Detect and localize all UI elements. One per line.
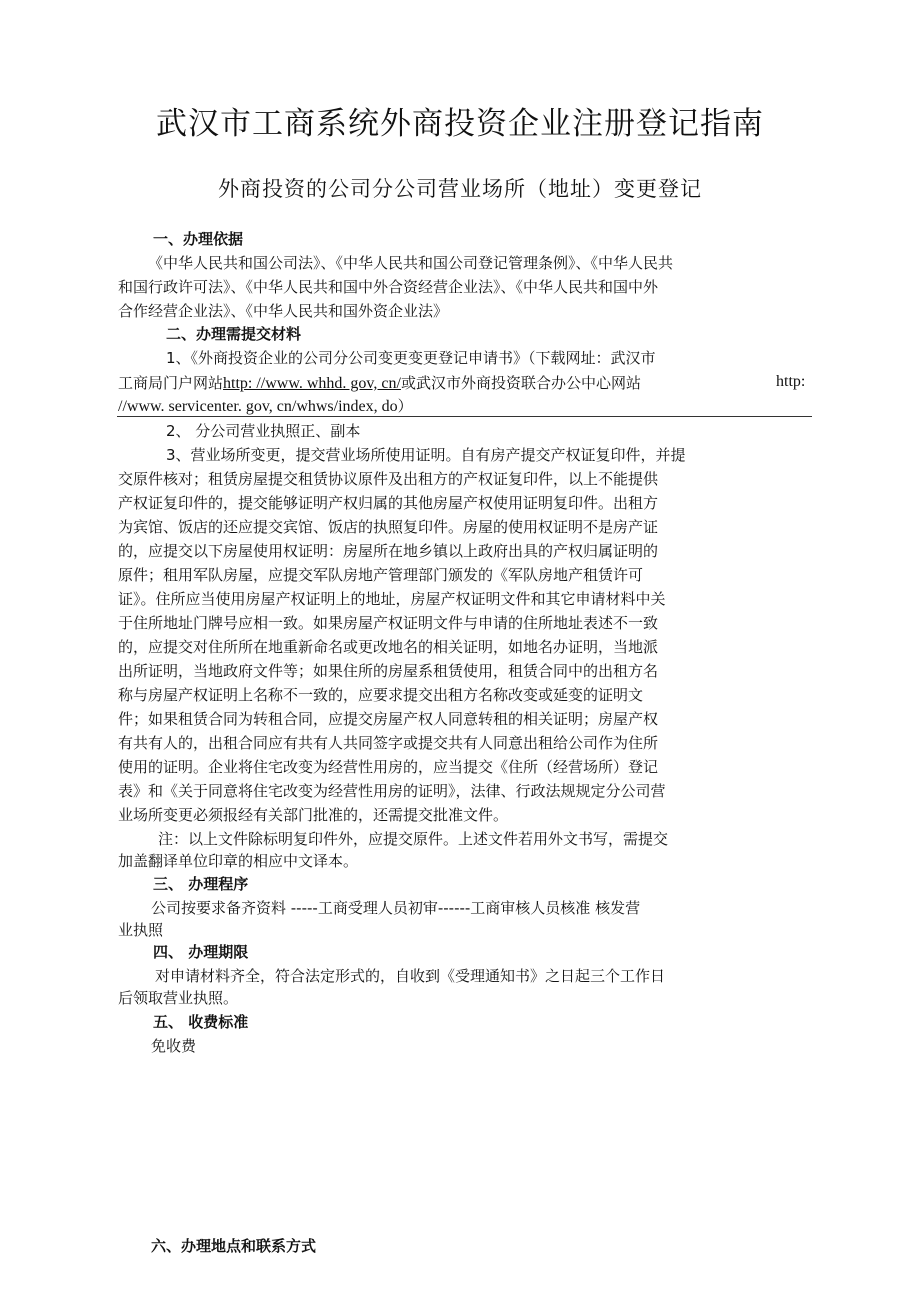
item-1-mid: 或武汉市外商投资联合办公中心网站 (400, 374, 641, 392)
item-3-line: 交原件核对；租赁房屋提交租赁协议原件及出租方的产权证复印件，以上不能提供 (118, 470, 659, 488)
section-3-heading: 三、 办理程序 (153, 875, 249, 893)
section-2-heading: 二、办理需提交材料 (166, 325, 302, 343)
item-3-line: 称与房屋产权证明上名称不一致的，应要求提交出租方名称改变或延变的证明文 (118, 686, 644, 704)
item-3-line: 的，应提交对住所所在地重新命名或更改地名的相关证明，如地名办证明，当地派 (118, 638, 659, 656)
section-1-line: 《中华人民共和国公司法》、《中华人民共和国公司登记管理条例》、《中华人民共 (148, 254, 674, 272)
section-4-line: 后领取营业执照。 (118, 989, 239, 1007)
item-3-line: 原件；租用军队房屋，应提交军队房地产管理部门颁发的《军队房地产租赁许可 (118, 566, 644, 584)
section-6-heading: 六、办理地点和联系方式 (151, 1237, 317, 1255)
section-4-heading: 四、 办理期限 (153, 943, 249, 961)
item-3-line: 产权证复印件的，提交能够证明产权归属的其他房屋产权使用证明复印件。出租方 (118, 494, 659, 512)
service-center-url-link-start[interactable]: http: (776, 373, 806, 390)
item-3-line: 为宾馆、饭店的还应提交宾馆、饭店的执照复印件。房屋的使用权证明不是房产证 (118, 518, 659, 536)
url-underline-divider (117, 416, 812, 417)
item-3-line: 的，应提交以下房屋使用权证明：房屋所在地乡镇以上政府出具的产权归属证明的 (118, 542, 659, 560)
item-3-line: 出所证明，当地政府文件等；如果住所的房屋系租赁使用，租赁合同中的出租方名 (118, 662, 659, 680)
note-line: 加盖翻译单位印章的相应中文译本。 (118, 852, 359, 870)
section-5-heading: 五、 收费标准 (153, 1013, 249, 1031)
section-1-line: 合作经营企业法》、《中华人民共和国外资企业法》 (118, 302, 449, 320)
section-5-text: 免收费 (151, 1037, 197, 1055)
item-3-line: 有共有人的，出租合同应有共有人共同签字或提交共有人同意出租给公司作为住所 (118, 734, 659, 752)
item-3-line: 3、营业场所变更，提交营业场所使用证明。自有房产提交产权证复印件，并提 (166, 446, 686, 464)
section-1-heading: 一、办理依据 (153, 230, 244, 248)
item-3-line: 表》和《关于同意将住宅改变为经营性用房的证明》，法律、行政法规规定分公司营 (118, 782, 666, 800)
note-line: 注：以上文件除标明复印件外，应提交原件。上述文件若用外文书写，需提交 (158, 830, 669, 848)
section-1-line: 和国行政许可法》、《中华人民共和国中外合资经营企业法》、《中华人民共和国中外 (118, 278, 659, 296)
item-1-suffix: ） (397, 397, 413, 415)
item-3-line: 证》。住所应当使用房屋产权证明上的地址，房屋产权证明文件和其它申请材料中关 (118, 590, 666, 608)
item-3-line: 业场所变更必须报经有关部门批准的，还需提交批准文件。 (118, 806, 509, 824)
service-center-url-link[interactable]: //www. servicenter. gov, cn/whws/index, do (118, 398, 398, 415)
item-1-line: 1、《外商投资企业的公司分公司变更变更登记申请书》（下载网址：武汉市 (166, 349, 656, 367)
item-3-line: 于住所地址门牌号应相一致。如果房屋产权证明文件与申请的住所地址表述不一致 (118, 614, 659, 632)
item-1-prefix: 工商局门户网站 (118, 374, 224, 392)
item-2-line: 2、 分公司营业执照正、副本 (166, 422, 361, 440)
document-subtitle: 外商投资的公司分公司营业场所（地址）变更登记 (218, 177, 702, 201)
portal-url-link[interactable]: http: //www. whhd. gov, cn/ (223, 375, 401, 392)
item-3-line: 件；如果租赁合同为转租合同，应提交房屋产权人同意转租的相关证明；房屋产权 (118, 710, 659, 728)
item-1-url-line-2 (118, 396, 413, 417)
section-3-line: 公司按要求备齐资料 -----工商受理人员初审------工商审核人员核准 核发营 (151, 899, 641, 917)
section-4-line: 对申请材料齐全，符合法定形式的，自收到《受理通知书》之日起三个工作日 (155, 967, 666, 985)
item-3-line: 使用的证明。企业将住宅改变为经营性用房的，应当提交《住所（经营场所）登记 (118, 758, 659, 776)
document-title: 武汉市工商系统外商投资企业注册登记指南 (156, 106, 764, 142)
section-3-line: 业执照 (118, 921, 164, 939)
item-1-url-line (118, 373, 641, 394)
